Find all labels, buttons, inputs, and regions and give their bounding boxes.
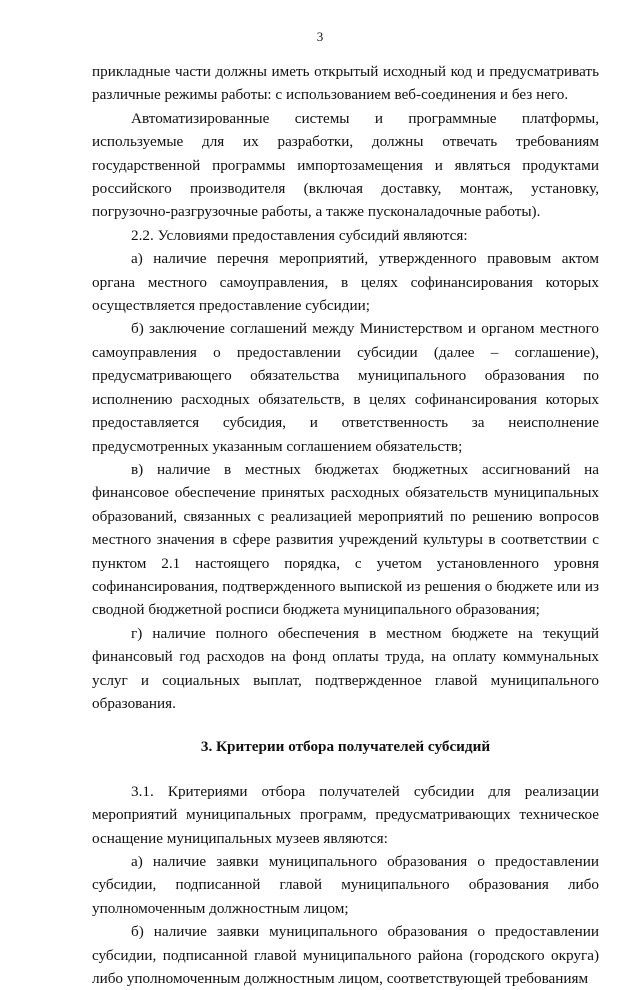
page-number: 3	[316, 29, 324, 44]
paragraph-criteria-b: б) наличие заявки муниципального образования о предоставлении субсидии, подписанной главой муниципального района (городского округа) либо уполномоченным должностным лицом, соответствующей требованиям	[92, 923, 599, 988]
paragraph-2-2-conditions: 2.2. Условиями предоставления субсидий являются:	[131, 226, 468, 244]
paragraph-criteria-a: а) наличие заявки муниципального образования о предоставлении субсидии, подписанной главой муниципального образования либо уполномоченным должностным лицом;	[92, 853, 599, 917]
paragraph-item-a: а) наличие перечня мероприятий, утвержденного правовым актом органа местного самоуправления, в целях софинансирования которых осуществляется предоставление субсидии;	[92, 250, 599, 315]
paragraph-item-b: б) заключение соглашений между Министерством и органом местного самоуправления о предоставлении субсидии (далее – соглашение), предусматривающего обязательства муниципального образования по исполнению расходных обязательств, в целях софинансирования которых предоставляется субсидия, и ответственность за неисполнение предусмотренных указанным соглашением обязательств;	[92, 320, 599, 455]
paragraph-item-g: г) наличие полного обеспечения в местном бюджете на текущий финансовый год расходов на фонд оплаты труда, на оплату коммунальных услуг и социальных выплат, подтвержденное главой муниципального образования.	[92, 624, 599, 712]
paragraph-item-v: в) наличие в местных бюджетах бюджетных ассигнований на финансовое обеспечение принятых расходных обязательств муниципальных образований, связанных с реализацией мероприятий по решению вопросов местного значения в сфере развития учреждений культуры в соответствии с пунктом 2.1 настоящего порядка, с учетом установленного уровня софинансирования, подтвержденного выпиской из решения о бюджете или из сводной бюджетной росписи бюджета муниципального образования;	[92, 460, 599, 619]
document-body	[92, 60, 599, 990]
paragraph-continuation: прикладные части должны иметь открытый исходный код и предусматривать различные режимы работы: с использованием веб-соединения и без него.	[92, 63, 599, 104]
paragraph-3-1-criteria: 3.1. Критериями отбора получателей субсидии для реализации мероприятий муниципальных программ, предусматривающих техническое оснащение муниципальных музеев являются:	[92, 782, 599, 847]
section-heading: 3. Критерии отбора получателей субсидий	[200, 738, 491, 756]
paragraph-automated-systems: Автоматизированные системы и программные платформы, используемые для их разработки, должны отвечать требованиям государственной программы импортозамещения и являться продуктами российского производителя (включая доставку, монтаж, установку, погрузочно-разгрузочные работы, а также пусконаладочные работы).	[92, 109, 599, 221]
